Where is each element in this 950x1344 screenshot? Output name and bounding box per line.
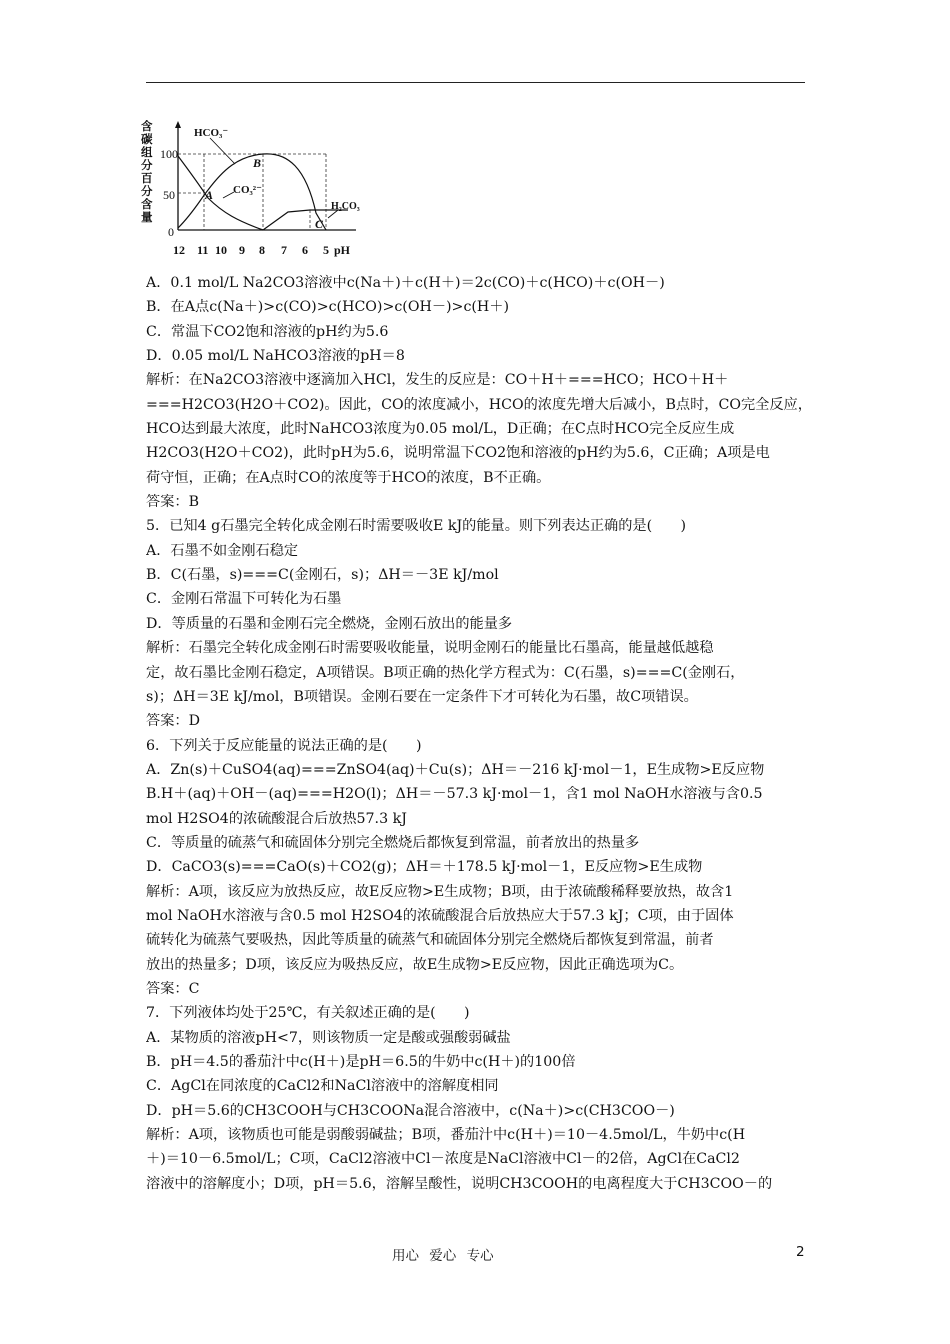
document-body [146, 271, 812, 1196]
point-a-label: A [205, 188, 214, 202]
header-rule [146, 82, 805, 83]
text-line: mol NaOH水溶液与含0.5 mol H2SO4的浓硫酸混合后放热应大于57.3 kJ；C项，由于固体 [146, 907, 734, 924]
text-line: 硫转化为硫蒸气要吸热，因此等质量的硫蒸气和硫固体分别完全燃烧后都恢复到常温，前者 [146, 932, 714, 949]
text-line: C．等质量的硫蒸气和硫固体分别完全燃烧后都恢复到常温，前者放出的热量多 [146, 834, 640, 851]
species-distribution-figure [138, 118, 378, 263]
text-line: mol H2SO4的浓硫酸混合后放热57.3 kJ [146, 810, 407, 827]
svg-text:6: 6 [302, 243, 308, 257]
svg-text:8: 8 [259, 243, 265, 257]
svg-text:9: 9 [239, 243, 245, 257]
answer-line: 答案：C [146, 980, 200, 997]
text-line: B.H＋(aq)＋OH－(aq)===H2O(l)；ΔH＝－57.3 kJ·mol－1，含1 mol NaOH水溶液与含0.5 [146, 786, 763, 803]
text-line: A．石墨不如金刚石稳定 [146, 542, 299, 559]
page-number: 2 [796, 1244, 805, 1260]
text-line: 溶液中的溶解度小；D项，pH＝5.6，溶解呈酸性，说明CH3COOH的电离程度大于CH3COO－的 [146, 1175, 773, 1192]
svg-text:组: 组 [141, 147, 153, 159]
text-line: B．pH＝4.5的番茄汁中c(H＋)是pH＝6.5的牛奶中c(H＋)的100倍 [146, 1054, 576, 1070]
text-line: D．pH＝5.6的CH3COOH与CH3COONa混合溶液中，c(Na＋)>c(CH3COO－) [146, 1102, 675, 1119]
hco3-label: HCO₃⁻ [194, 127, 229, 139]
y-tick-50: 50 [163, 188, 175, 202]
h2co3-curve [263, 210, 348, 230]
text-line: D．等质量的石墨和金刚石完全燃烧，金刚石放出的能量多 [146, 615, 513, 632]
answer-line: 答案：B [146, 494, 199, 511]
svg-text:11: 11 [197, 243, 209, 257]
svg-text:10: 10 [215, 243, 227, 257]
question-stem: 7．下列液体均处于25℃，有关叙述正确的是( ) [146, 1005, 470, 1022]
svg-text:12: 12 [173, 243, 185, 257]
page-footer [0, 1244, 950, 1268]
text-line: s)；ΔH＝3E kJ/mol，B项错误。金刚石要在一定条件下才可转化为石墨，故C项错误。 [146, 688, 698, 705]
text-line: B．C(石墨，s)===C(金刚石，s)；ΔH＝－3E kJ/mol [146, 567, 499, 584]
h2co3-label: H₂CO₃ [331, 201, 360, 212]
co3-label: CO₃²⁻ [233, 184, 262, 196]
text-line: 定，故石墨比金刚石稳定，A项错误。B项正确的热化学方程式为：C(石墨，s)===C(金刚石， [146, 664, 745, 681]
text-line: D．0.05 mol/L NaHCO3溶液的pH＝8 [146, 348, 405, 365]
question-stem: 5．已知4 g石墨完全转化成金刚石时需要吸收E kJ的能量。则下列表达正确的是( ) [146, 518, 687, 535]
svg-text:百: 百 [141, 173, 153, 185]
svg-text:量: 量 [141, 212, 153, 224]
point-c-label: C [315, 217, 324, 231]
text-line: D．CaCO3(s)===CaO(s)＋CO2(g)；ΔH＝＋178.5 kJ·mol－1，E反应物>E生成物 [146, 859, 703, 876]
question-stem: 6．下列关于反应能量的说法正确的是( ) [146, 737, 422, 754]
text-line: 放出的热量多；D项，该反应为吸热反应，故E生成物>E反应物，因此正确选项为C。 [146, 956, 684, 973]
text-line: ＋)＝10－6.5mol/L；C项，CaCl2溶液中Cl－浓度是NaCl溶液中Cl－的2倍，AgCl在CaCl2 [146, 1151, 740, 1168]
text-line: 荷守恒，正确；在A点时CO的浓度等于HCO的浓度，B不正确。 [146, 469, 551, 486]
text-line: B．在A点c(Na＋)>c(CO)>c(HCO)>c(OH－)>c(H＋) [146, 299, 510, 316]
text-line: ===H2CO3(H2O＋CO2)。因此，CO的浓度减小，HCO的浓度先增大后减小，B点时，CO完全反应， [146, 396, 812, 413]
svg-text:含: 含 [141, 121, 153, 133]
text-line: 解析：在Na2CO3溶液中逐滴加入HCl，发生的反应是：CO＋H＋===HCO；HCO＋H＋ [146, 372, 729, 389]
text-line: 解析：石墨完全转化成金刚石时需要吸收能量，说明金刚石的能量比石墨高，能量越低越稳 [146, 640, 714, 657]
hco3-leader [210, 138, 235, 164]
text-line: C．常温下CO2饱和溶液的pH约为5.6 [146, 323, 389, 340]
point-b-label: B [253, 156, 262, 170]
y-axis-title [141, 119, 153, 224]
text-line: HCO达到最大浓度，此时NaHCO3浓度为0.05 mol/L，D正确；在C点时HCO完全反应生成 [146, 421, 735, 438]
svg-text:7: 7 [281, 243, 287, 257]
svg-text:分: 分 [141, 186, 153, 198]
text-line: A．某物质的溶液pH<7，则该物质一定是酸或强酸弱碱盐 [146, 1029, 511, 1046]
y-axis-arrow [175, 121, 181, 128]
svg-text:pH: pH [334, 243, 351, 257]
x-tick-labels [173, 243, 351, 257]
y-tick-0: 0 [168, 225, 174, 239]
footer-motto: 用心 爱心 专心 [392, 1248, 494, 1264]
text-line: A．0.1 mol/L Na2CO3溶液中c(Na＋)＋c(H＋)＝2c(CO)＋c(HCO)＋c(OH－) [146, 275, 665, 291]
svg-text:分: 分 [141, 160, 153, 172]
text-line: C．AgCl在同浓度的CaCl2和NaCl溶液中的溶解度相同 [146, 1078, 499, 1095]
species-distribution-svg [138, 118, 378, 263]
answer-line: 答案：D [146, 713, 200, 730]
text-line: H2CO3(H2O＋CO2)，此时pH为5.6，说明常温下CO2饱和溶液的pH约为5.6，C正确；A项是电 [146, 445, 770, 462]
text-line: 解析：A项，该反应为放热反应，故E反应物>E生成物；B项，由于浓硫酸稀释要放热，故含1 [146, 883, 734, 900]
y-tick-100: 100 [160, 147, 178, 161]
svg-text:含: 含 [141, 199, 153, 211]
text-line: A．Zn(s)＋CuSO4(aq)===ZnSO4(aq)＋Cu(s)；ΔH＝－216 kJ·mol－1，E生成物>E反应物 [146, 761, 765, 778]
text-line: 解析：A项，该物质也可能是弱酸弱碱盐；B项，番茄汁中c(H＋)＝10－4.5mol/L，牛奶中c(H [146, 1127, 746, 1144]
svg-text:碳: 碳 [141, 134, 153, 146]
text-line: C．金刚石常温下可转化为石墨 [146, 591, 342, 608]
svg-text:5: 5 [323, 243, 329, 257]
